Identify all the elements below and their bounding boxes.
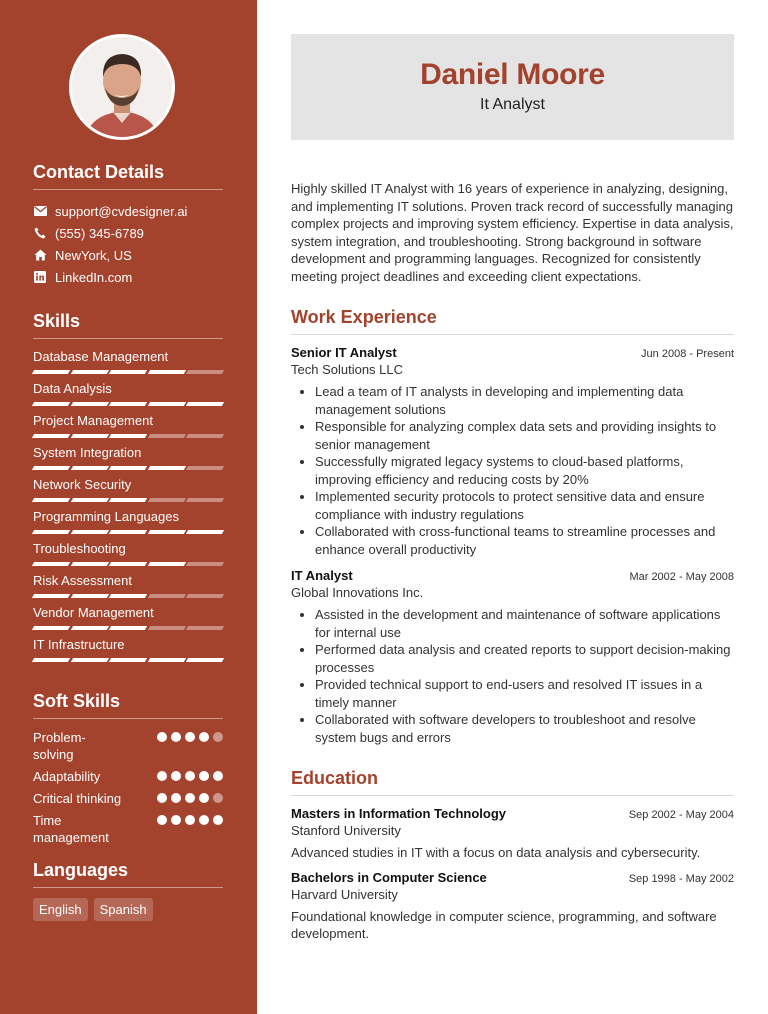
skills-title: Skills [33, 311, 223, 339]
education-date: Sep 2002 - May 2004 [628, 809, 734, 821]
home-icon [33, 248, 47, 262]
rating-dot [171, 793, 181, 803]
languages-section [33, 860, 223, 921]
skill-level-segment [70, 562, 108, 566]
skill-level-segment [32, 466, 70, 470]
soft-skill-item [33, 812, 223, 846]
rating-dot [171, 732, 181, 742]
contact-linkedin[interactable] [33, 266, 223, 288]
skill-level-segment [70, 370, 108, 374]
job-bullet: • Provided technical support to end-users and resolved IT issues in a timely manner [315, 676, 734, 711]
contact-location-text: NewYork, US [55, 247, 132, 263]
skill-level-segment [109, 530, 147, 534]
skill-level-segment [109, 434, 147, 438]
contact-linkedin-text: LinkedIn.com [55, 269, 133, 285]
skill-level-segment [70, 466, 108, 470]
skill-level-segment [148, 466, 186, 470]
soft-skill-rating [157, 732, 223, 742]
rating-dot [157, 793, 167, 803]
contact-phone-text: (555) 345-6789 [55, 225, 144, 241]
skill-level-segment [186, 626, 224, 630]
skill-level-bar [33, 562, 223, 566]
skill-level-segment [109, 466, 147, 470]
skill-level-segment [109, 370, 147, 374]
skills-section [33, 311, 223, 669]
job-bullet: • Responsible for analyzing complex data sets and providing insights to senior management [315, 418, 734, 453]
skill-level-segment [186, 658, 224, 662]
soft-skill-item [33, 729, 223, 763]
education-date: Sep 1998 - May 2002 [628, 872, 734, 885]
rating-dot [157, 771, 167, 781]
rating-dot [199, 793, 209, 803]
rating-dot [157, 732, 167, 742]
sidebar [0, 0, 257, 1014]
education-entry [291, 806, 734, 862]
skill-level-segment [32, 658, 70, 662]
job-bullet: • Successfully migrated legacy systems to cloud-based platforms, improving efficiency and reducing costs by 20% [315, 453, 734, 488]
skill-level-segment [32, 626, 70, 630]
skills-list [33, 349, 223, 669]
soft-skill-rating [157, 815, 223, 825]
job-bullet: • Performed data analysis and created reports to support decision-making processes [315, 641, 734, 676]
job-entry [291, 345, 734, 558]
rating-dot [213, 732, 223, 742]
rating-dot [199, 771, 209, 781]
job-company: Global Innovations Inc. [291, 585, 424, 600]
skill-item [33, 637, 223, 669]
skill-item [33, 381, 223, 413]
skill-label: Programming Languages [33, 509, 179, 524]
skill-level-bar [33, 658, 223, 662]
skill-label: Vendor Management [33, 605, 154, 620]
work-experience-section [291, 307, 734, 746]
language-chip: English [33, 898, 88, 921]
skill-level-segment [70, 626, 108, 630]
skill-level-segment [186, 594, 224, 598]
job-entry [291, 568, 734, 746]
skill-level-bar [33, 498, 223, 502]
avatar [69, 34, 175, 140]
job-title: Senior IT Analyst [291, 345, 397, 360]
languages-title: Languages [33, 860, 223, 888]
education-school: Stanford University [291, 823, 401, 838]
skill-level-segment [148, 402, 186, 406]
skill-level-segment [32, 402, 70, 406]
skill-level-segment [186, 530, 224, 534]
skill-level-segment [186, 370, 224, 374]
skill-level-bar [33, 370, 223, 374]
rating-dot [185, 732, 195, 742]
soft-skill-item [33, 768, 223, 785]
skill-label: Risk Assessment [33, 573, 132, 588]
skill-label: System Integration [33, 445, 142, 460]
soft-skill-rating [157, 793, 223, 803]
rating-dot [185, 771, 195, 781]
job-bullet: • Assisted in the development and maintenance of software applications for internal use [315, 606, 734, 641]
skill-label: Project Management [33, 413, 153, 428]
soft-skill-label: Problem-solving [33, 730, 86, 762]
skill-item [33, 509, 223, 541]
education-degree: Bachelors in Computer Science [291, 869, 487, 885]
skill-label: Database Management [33, 349, 169, 364]
skill-level-segment [148, 562, 186, 566]
skill-item [33, 413, 223, 445]
job-bullet: • Collaborated with software developers to troubleshoot and resolve system bugs and errors [315, 711, 734, 746]
skill-level-segment [32, 530, 70, 534]
skill-label: IT Infrastructure [33, 637, 125, 652]
skill-level-bar [33, 530, 223, 534]
soft-skills-list [33, 729, 223, 846]
job-bullets [315, 383, 734, 558]
language-chip: Spanish [94, 898, 153, 921]
skill-label: Troubleshooting [33, 541, 126, 556]
skill-level-segment [70, 434, 108, 438]
rating-dot [171, 771, 181, 781]
skill-level-segment [32, 562, 70, 566]
skill-level-segment [186, 402, 224, 406]
skill-level-segment [32, 594, 70, 598]
person-photo-icon [72, 37, 172, 137]
skill-level-bar [33, 402, 223, 406]
education-degree: Masters in Information Technology [291, 806, 507, 821]
skill-item [33, 573, 223, 605]
envelope-icon [33, 204, 47, 218]
rating-dot [185, 815, 195, 825]
header-box [291, 34, 734, 140]
job-date: Mar 2002 - May 2008 [629, 571, 734, 583]
education-entry [291, 870, 734, 943]
main-content [291, 34, 734, 951]
skill-item [33, 605, 223, 637]
skill-level-segment [148, 498, 186, 502]
skill-level-segment [32, 434, 70, 438]
soft-skills-title: Soft Skills [33, 691, 223, 719]
skill-level-segment [186, 434, 224, 438]
skill-level-bar [33, 626, 223, 630]
rating-dot [213, 793, 223, 803]
job-date: Jun 2008 - Present [641, 348, 734, 360]
skill-level-segment [148, 434, 186, 438]
job-company: Tech Solutions LLC [291, 362, 404, 377]
skill-item [33, 477, 223, 509]
job-title: IT Analyst [291, 568, 353, 583]
rating-dot [157, 815, 167, 825]
skill-level-segment [186, 562, 224, 566]
contact-location [33, 244, 223, 266]
skill-level-segment [109, 562, 147, 566]
skill-level-segment [186, 466, 224, 470]
candidate-name: Daniel Moore [420, 58, 605, 91]
linkedin-icon [33, 270, 47, 284]
soft-skills-section [33, 691, 223, 851]
education-desc: Foundational knowledge in computer science, programming, and software development. [291, 908, 717, 941]
contact-email-text: support@cvdesigner.ai [55, 203, 188, 219]
job-bullet: • Implemented security protocols to protect sensitive data and ensure compliance with industry regulations [315, 488, 734, 523]
summary-text: Highly skilled IT Analyst with 16 years of experience in analyzing, designing, and implementing IT solutions. Proven track record of successfully managing complex projects and improving system efficiency. Expertise in data analysis, system integration, and troubleshooting. Strong background in software development and programming languages. Recognized for consistently meeting project deadlines and exceeding client expectations. [291, 181, 734, 284]
skill-level-segment [109, 594, 147, 598]
soft-skill-label: Adaptability [33, 769, 101, 784]
candidate-role: It Analyst [480, 96, 545, 113]
skill-level-segment [70, 530, 108, 534]
skill-level-bar [33, 466, 223, 470]
soft-skill-label: Time management [33, 813, 109, 845]
skill-level-segment [109, 498, 147, 502]
skill-level-segment [148, 370, 186, 374]
skill-label: Network Security [33, 477, 132, 492]
phone-icon [33, 226, 47, 240]
contact-title: Contact Details [33, 162, 223, 190]
skill-level-segment [109, 402, 147, 406]
skill-level-segment [148, 626, 186, 630]
work-experience-title: Work Experience [291, 307, 734, 335]
rating-dot [185, 793, 195, 803]
skill-label: Data Analysis [33, 381, 112, 396]
education-school: Harvard University [291, 886, 398, 902]
skill-level-segment [70, 498, 108, 502]
soft-skill-item [33, 790, 223, 807]
soft-skill-label: Critical thinking [33, 791, 122, 806]
rating-dot [213, 815, 223, 825]
skill-level-segment [109, 658, 147, 662]
language-chips [33, 898, 223, 921]
skill-level-segment [32, 498, 70, 502]
skill-level-segment [148, 594, 186, 598]
contact-section [33, 162, 223, 288]
skill-level-bar [33, 594, 223, 598]
soft-skill-rating [157, 771, 223, 781]
job-bullet: • Collaborated with cross-functional teams to streamline processes and enhance overall productivity [315, 523, 734, 558]
rating-dot [199, 732, 209, 742]
skill-level-segment [70, 402, 108, 406]
education-section [291, 768, 734, 943]
rating-dot [213, 771, 223, 781]
skill-item [33, 445, 223, 477]
skill-item [33, 349, 223, 381]
contact-phone[interactable] [33, 222, 223, 244]
skill-level-segment [148, 658, 186, 662]
skill-level-bar [33, 434, 223, 438]
skill-level-segment [186, 498, 224, 502]
job-bullet: • Lead a team of IT analysts in developing and implementing data management solutions [315, 383, 734, 418]
skill-level-segment [70, 594, 108, 598]
skill-level-segment [32, 370, 70, 374]
skill-level-segment [109, 626, 147, 630]
job-bullets [315, 606, 734, 746]
rating-dot [199, 815, 209, 825]
rating-dot [171, 815, 181, 825]
skill-level-segment [70, 658, 108, 662]
skill-item [33, 541, 223, 573]
education-desc: Advanced studies in IT with a focus on data analysis and cybersecurity. [291, 845, 701, 860]
skill-level-segment [148, 530, 186, 534]
education-title: Education [291, 768, 734, 796]
contact-email[interactable] [33, 200, 223, 222]
